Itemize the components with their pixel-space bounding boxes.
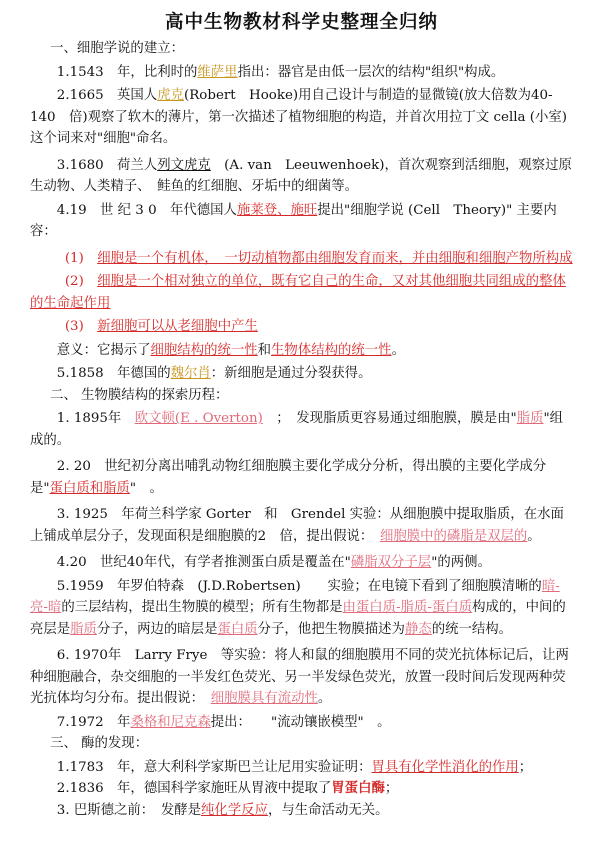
item-number: (1) [64,250,98,266]
text: 2. 20 世纪初分离出哺乳动物红细胞膜主要化学成分分析，得出膜的主要化学成分是" [30,459,547,496]
highlight-vesalius: 维萨里 [197,64,238,80]
text: 1.1543 年，比利时的 [56,64,198,80]
text: 3. 巴斯德之前： 发酵是 [56,802,202,818]
text: (Robert Hooke)用自己设计与制造的显微镜(放大倍数为40-140 倍)观察了软木的薄片，第一次描述了植物细胞的构造，并首次用拉丁文 cella (小室)这个词来对"细胞"命名。 [30,88,567,146]
item-text: 细胞是一个有机体， 一切动植物都由细胞发育而来，并由细胞和细胞产物所构成 [97,250,573,266]
highlight-singer-nicolson: 桑格和尼克森 [130,714,211,730]
text: 5.1858 年德国的 [56,366,171,381]
item-text: 细胞是一个相对独立的单位，既有它自己的生命，又对其他细胞共同组成的整体的生命起作用 [30,274,566,311]
list-item [30,248,573,270]
text: "的两侧。 [431,555,491,570]
paragraph-1940s [30,552,573,574]
page-title: 高中生物教材科学史整理全归纳 [164,12,438,33]
highlight-cell-unity: 细胞结构的统一性 [150,342,258,358]
text: 。 [527,528,541,544]
text: 的三层结构，提出生物膜的模型；所有生物都是 [61,600,343,615]
highlight-phospholipid-bilayer: 磷脂双分子层 [350,555,432,570]
text: 。 [317,691,332,706]
paragraph-1836 [30,778,573,800]
paragraph-20th-century [30,456,573,499]
paragraph-1970 [30,645,573,710]
text: 提出"细胞学说 (Cell Theory)" 主要内容： [30,202,557,239]
text: 5.1959 年罗伯特森 (J.D.Robertsen) 实验；在电镜下看到了细胞膜清晰的 [56,578,542,594]
highlight-chemical-digestion: 胃具有化学性消化的作用 [371,759,519,775]
text: 和 [257,342,272,358]
highlight-bilayer: 细胞膜中的磷脂是双层的 [379,528,528,544]
text: (A. van Leeuwenhoek)，首次观察到活细胞，观察过原生动物、人类精子、 鲑鱼的红细胞、牙垢中的细菌等。 [30,157,572,194]
paragraph-1858 [30,363,573,385]
text: 3.1680 荷兰人 [56,157,158,173]
highlight-organism-unity: 生物体结构的统一性 [271,342,392,358]
text: 分子，两边的暗层是 [96,621,218,637]
paragraph-1830s [30,200,573,243]
text: "组成的。 [30,411,564,448]
text: ； [384,781,399,796]
text: 构成的，中间的亮层是 [30,600,566,637]
section-heading-enzyme: 三、 酶的发现： [50,736,149,751]
item-text: 新细胞可以从老细胞中产生 [97,319,258,334]
paragraph-1972 [30,712,573,734]
item-number: (3) [64,319,98,334]
paragraph-1783 [30,757,573,779]
text: 提出： "流动镶嵌模型" 。 [210,714,391,730]
paragraph-meaning [30,340,573,362]
paragraph-pasteur [30,800,573,822]
highlight-protein-lipid: 蛋白质和脂质 [49,480,130,496]
text: 1.1783 年，意大利科学家斯巴兰让尼用实验证明： [56,759,372,775]
paragraph-1665 [30,85,573,150]
highlight-protein-layer: 蛋白质 [217,621,258,637]
highlight-pepsin: 胃蛋白酶 [331,780,385,796]
text: 指出：器官是由低一层次的结构"组织"构成。 [237,64,505,80]
text: 4.19 世 纪 3 0 年代德国人 [56,202,237,218]
highlight-static: 静态 [404,621,432,637]
text: ：新细胞是通过分裂获得。 [210,366,372,381]
text: " 。 [129,480,163,496]
section-heading-membrane: 二、 生物膜结构的探索历程： [50,387,229,403]
text: 7.1972 年 [56,714,131,730]
highlight-protein-lipid-protein: 由蛋白质-脂质-蛋白质 [342,600,473,615]
highlight-virchow: 魏尔肖 [170,366,211,381]
section-heading-cell-theory: 一、细胞学说的建立： [50,41,184,56]
highlight-pure-chemical: 纯化学反应 [201,802,268,818]
highlight-overton: 欧文顿(E . Overton) [134,411,263,426]
text: 意义：它揭示了 [56,342,151,358]
item-number: (2) [64,274,98,289]
text: 2.1836 年，德国科学家施旺从胃液中提取了 [56,781,332,796]
text: 。 [391,342,405,358]
paragraph-1895 [30,408,573,451]
highlight-fluidity: 细胞膜具有流动性 [210,691,318,706]
paragraph-1680 [30,155,573,198]
list-item [30,271,573,314]
list-item [30,316,573,338]
text: ，与生命活动无关。 [268,802,389,818]
text: 6. 1970年 Larry Frye 等实验：将人和鼠的细胞膜用不同的荧光抗体标记后，让两种细胞融合，杂交细胞的一半发红色荧光、另一半发绿色荧光，放置一段时间后发现两种荧光抗体均匀分布。提出假说： [30,648,569,706]
text: 1. 1895年 [56,411,135,426]
highlight-leeuwenhoek: 列文虎克 [157,157,211,173]
text: 的统一结构。 [431,621,513,637]
text: 3. 1925 年荷兰科学家 Gorter 和 Grendel 实验：从细胞膜中提取脂质，在水面上铺成单层分子，发现面积是细胞膜的2 倍，提出假说： [30,507,564,544]
highlight-dark-light-dark: 暗-亮-暗 [30,578,560,615]
text: 4.20 世纪40年代，有学者推测蛋白质是覆盖在" [56,555,351,570]
text: 分子，他把生物膜描述为 [257,621,405,637]
highlight-lipid-layer: 脂质 [70,621,97,637]
text: ； 发现脂质更容易通过细胞膜，膜是由" [262,411,517,426]
paragraph-1925 [30,504,573,547]
highlight-schleiden-schwann: 施莱登、施旺 [236,202,318,218]
text: 2.1665 英国人 [56,88,158,103]
paragraph-1543 [30,62,573,84]
paragraph-1959 [30,576,573,641]
text: ； [518,759,533,775]
highlight-hooke: 虎克 [157,88,184,103]
highlight-lipid: 脂质 [516,411,544,426]
